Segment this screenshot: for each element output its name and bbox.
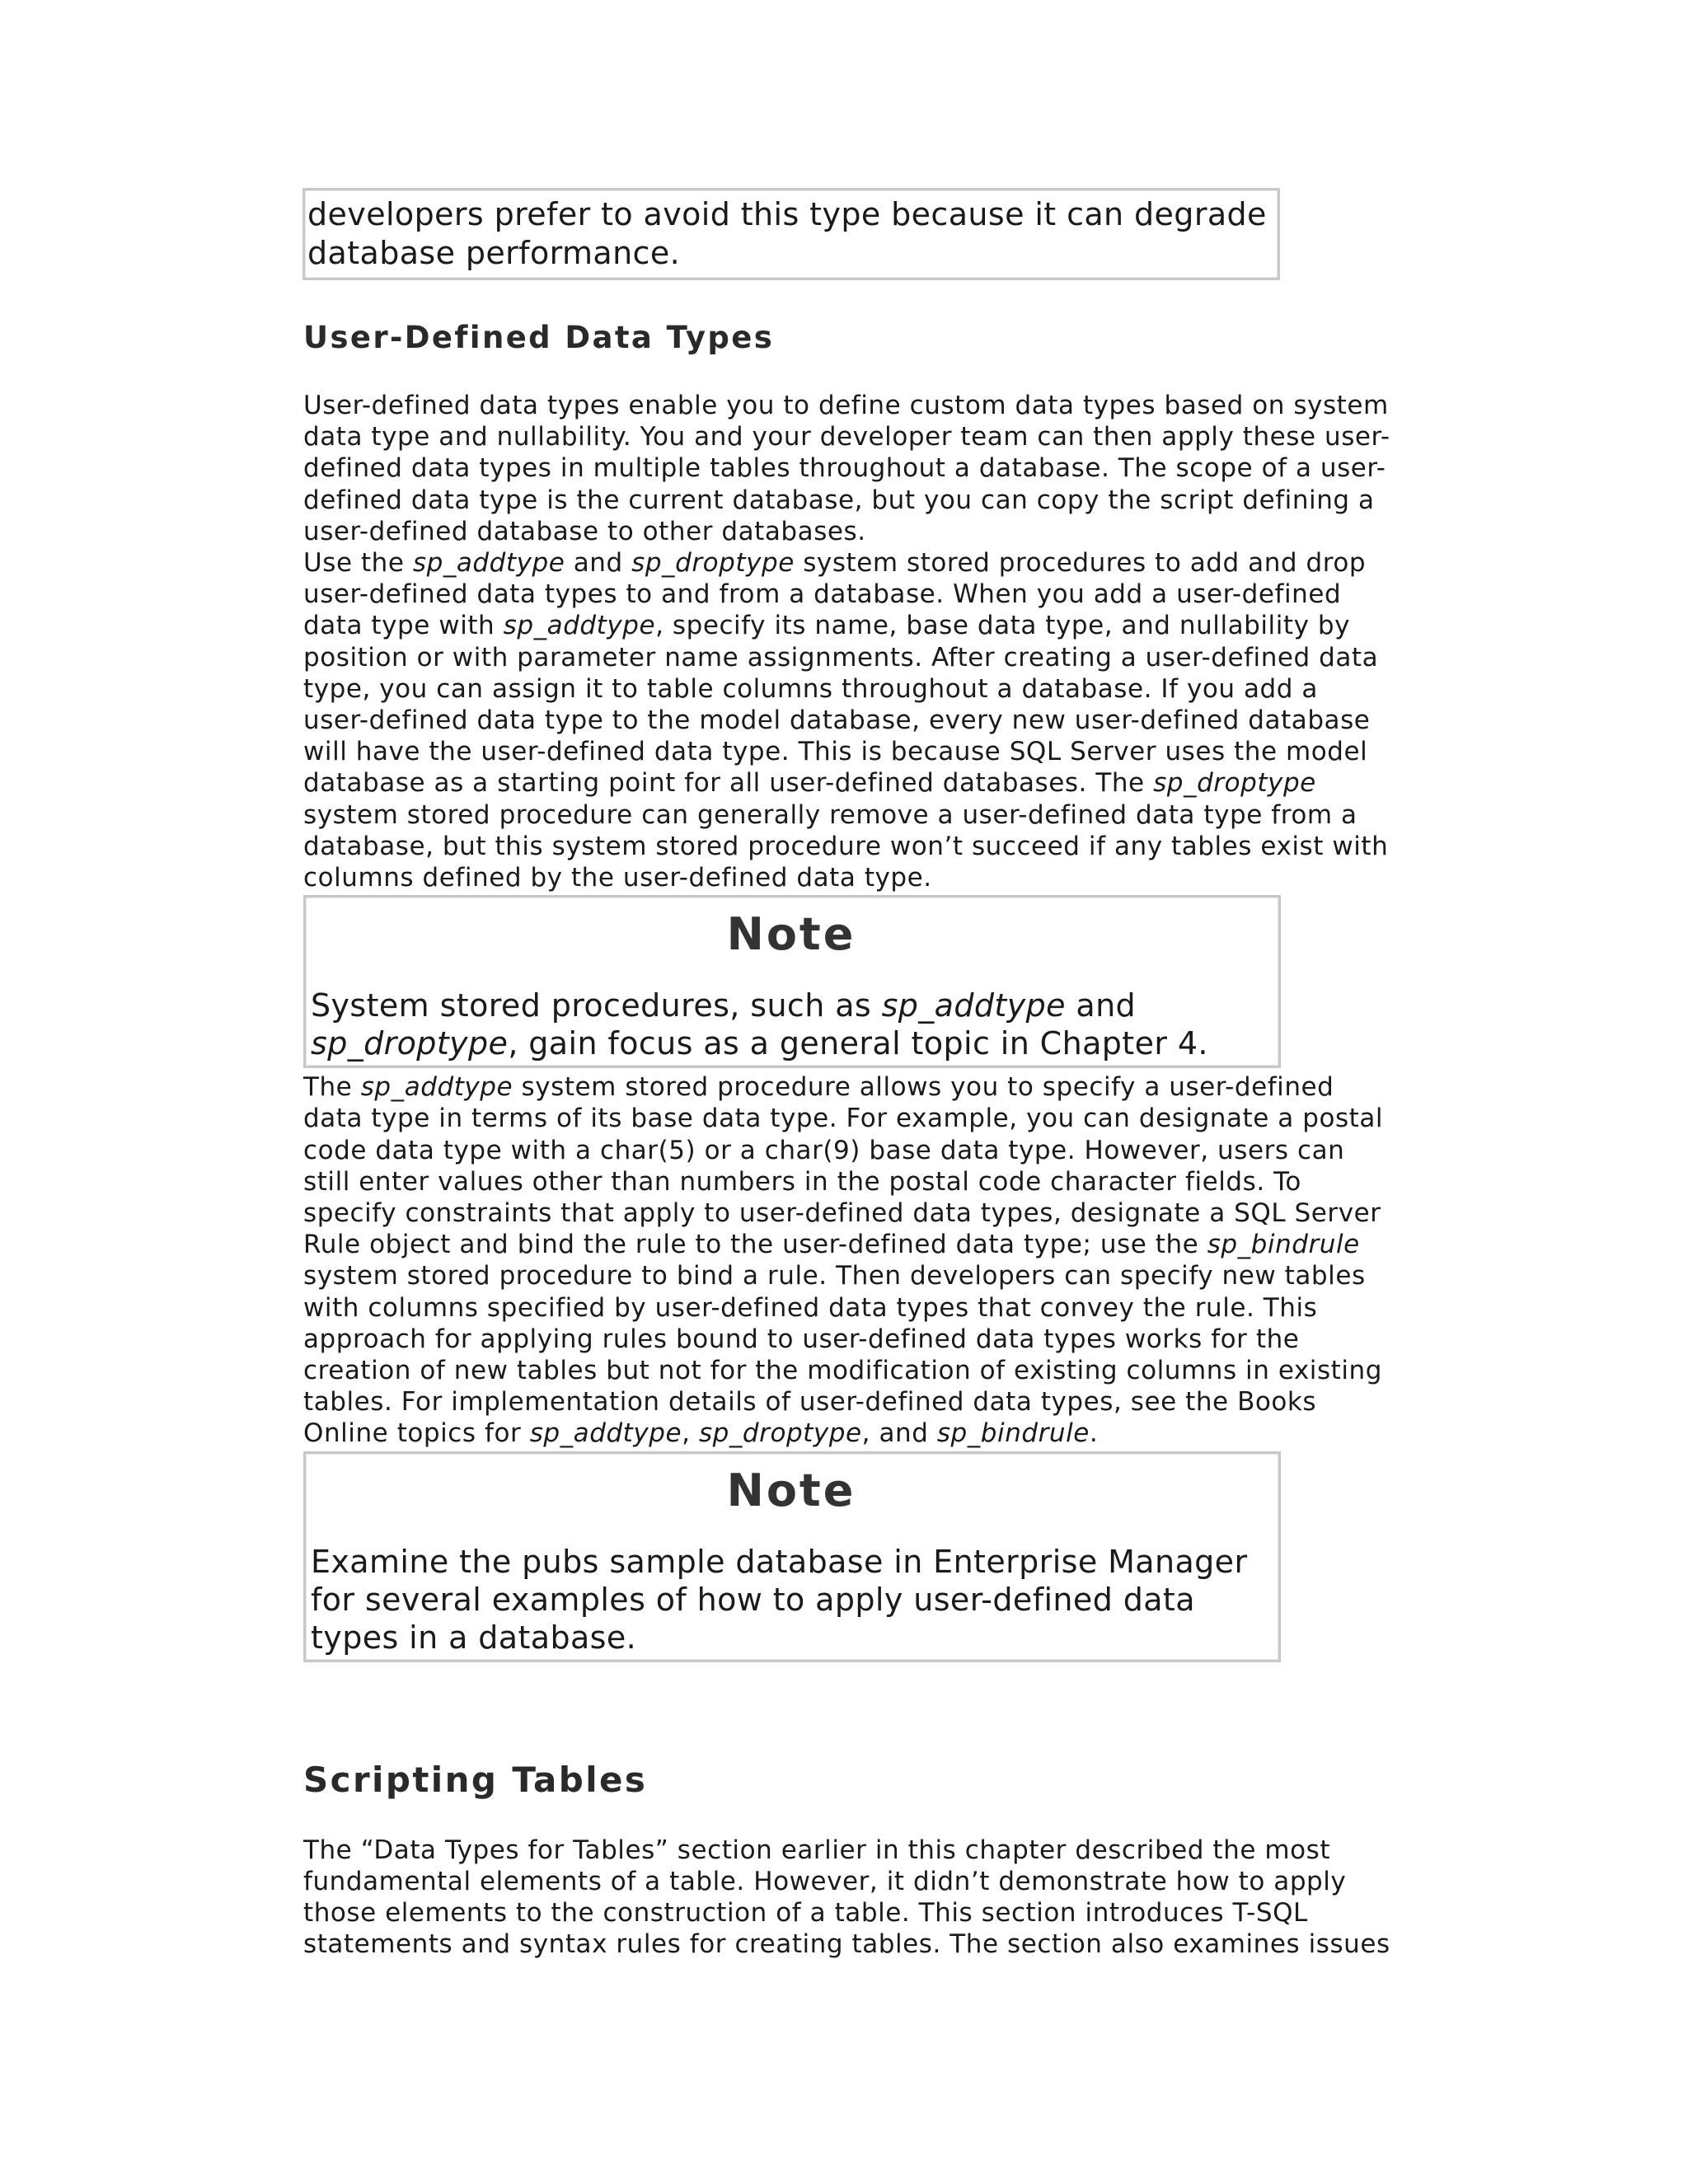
note-body: Examine the pubs sample database in Enterprise Manager for several examples of how to apply user-defined data types in a database. xyxy=(311,1543,1248,1656)
note-box-pubs-sample xyxy=(303,1451,1281,1662)
continued-text-box xyxy=(302,188,1280,280)
code-term: sp_bindrule xyxy=(1207,1230,1360,1260)
code-term: sp_droptype xyxy=(311,1025,509,1062)
text-run: Use the xyxy=(303,548,413,579)
text-run: system stored procedures to add and drop user-defined data types to and from a database. When you add a user-defined data type with xyxy=(303,548,1367,641)
text-run: system stored procedure allows you to specify a user-defined data type in terms of its base data type. For example, you can designate a postal code data type with a char(5) or a char(9) base data type. However, users can still enter values other than numbers in the postal code character fields. To specify constraints that apply to user-defined data types, designate a SQL Server Rule object and bind the rule to the user-defined data type; use the xyxy=(303,1072,1384,1260)
text-run: system stored procedure to bind a rule. Then developers can specify new tables with columns specified by user-defined data types that convey the rule. This approach for applying rules bound to user-defined data types works for the creation of new tables but not for the modification of existing columns in existing tables. For implementation details of user-defined data types, see the Books Online topics for xyxy=(303,1261,1382,1449)
code-term: sp_droptype xyxy=(698,1418,862,1449)
text-run: , xyxy=(682,1418,699,1449)
paragraph-addtype-details xyxy=(303,1071,1391,1449)
code-term: sp_droptype xyxy=(631,548,795,579)
section-heading-scripting-tables: Scripting Tables xyxy=(303,1759,648,1800)
note-title: Note xyxy=(726,1464,856,1516)
note-title: Note xyxy=(726,908,856,961)
section-heading-user-defined-data-types: User-Defined Data Types xyxy=(303,320,775,355)
code-term: sp_droptype xyxy=(1153,768,1316,799)
paragraph-scripting-intro: The “Data Types for Tables” section earlier in this chapter described the most fundamental elements of a table. However, it didn’t demonstrate how to apply those elements to the construction of a table. This section introduces T-SQL statements and syntax rules for creating tables. The section also examines issues xyxy=(303,1835,1390,1960)
paragraph-addtype-droptype xyxy=(303,547,1391,893)
code-term: sp_addtype xyxy=(412,548,565,579)
note-box-system-stored-procedures xyxy=(303,895,1281,1068)
text-run: The xyxy=(303,1072,361,1103)
text-run: and xyxy=(1065,987,1137,1024)
paragraph-intro: User-defined data types enable you to define custom data types based on system data type and nullability. You and your developer team can then apply these user-defined data types in multiple tables throughout a database. The scope of a user-defined data type is the current database, but you can copy the script defining a user-defined database to other databases. xyxy=(303,391,1390,546)
text-run: , and xyxy=(861,1418,937,1449)
page-content xyxy=(303,188,1391,1961)
text-run: , specify its name, base data type, and nullability by position or with parameter name assignments. After creating a user-defined data type, you can assign it to table columns throughout a database. If you add a user-defined data type to the model database, every new user-defined database will have the user-defined data type. This is because SQL Server uses the model database as a starting point for all user-defined databases. The xyxy=(303,611,1379,799)
text-run: , gain focus as a general topic in Chapter 4. xyxy=(508,1025,1208,1062)
code-term: sp_addtype xyxy=(881,987,1066,1024)
text-run: system stored procedure can generally remove a user-defined data type from a database, but this system stored procedure won’t succeed if any tables exist with columns defined by the user-defined data type. xyxy=(303,799,1389,893)
continued-text: developers prefer to avoid this type because it can degrade database performance. xyxy=(307,196,1267,271)
code-term: sp_addtype xyxy=(529,1418,682,1449)
text-run: System stored procedures, such as xyxy=(311,987,882,1024)
code-term: sp_bindrule xyxy=(936,1418,1090,1449)
code-term: sp_addtype xyxy=(503,611,656,641)
note-body xyxy=(311,987,1272,1062)
code-term: sp_addtype xyxy=(360,1072,513,1103)
text-run: . xyxy=(1089,1418,1099,1449)
text-run: and xyxy=(565,548,632,579)
